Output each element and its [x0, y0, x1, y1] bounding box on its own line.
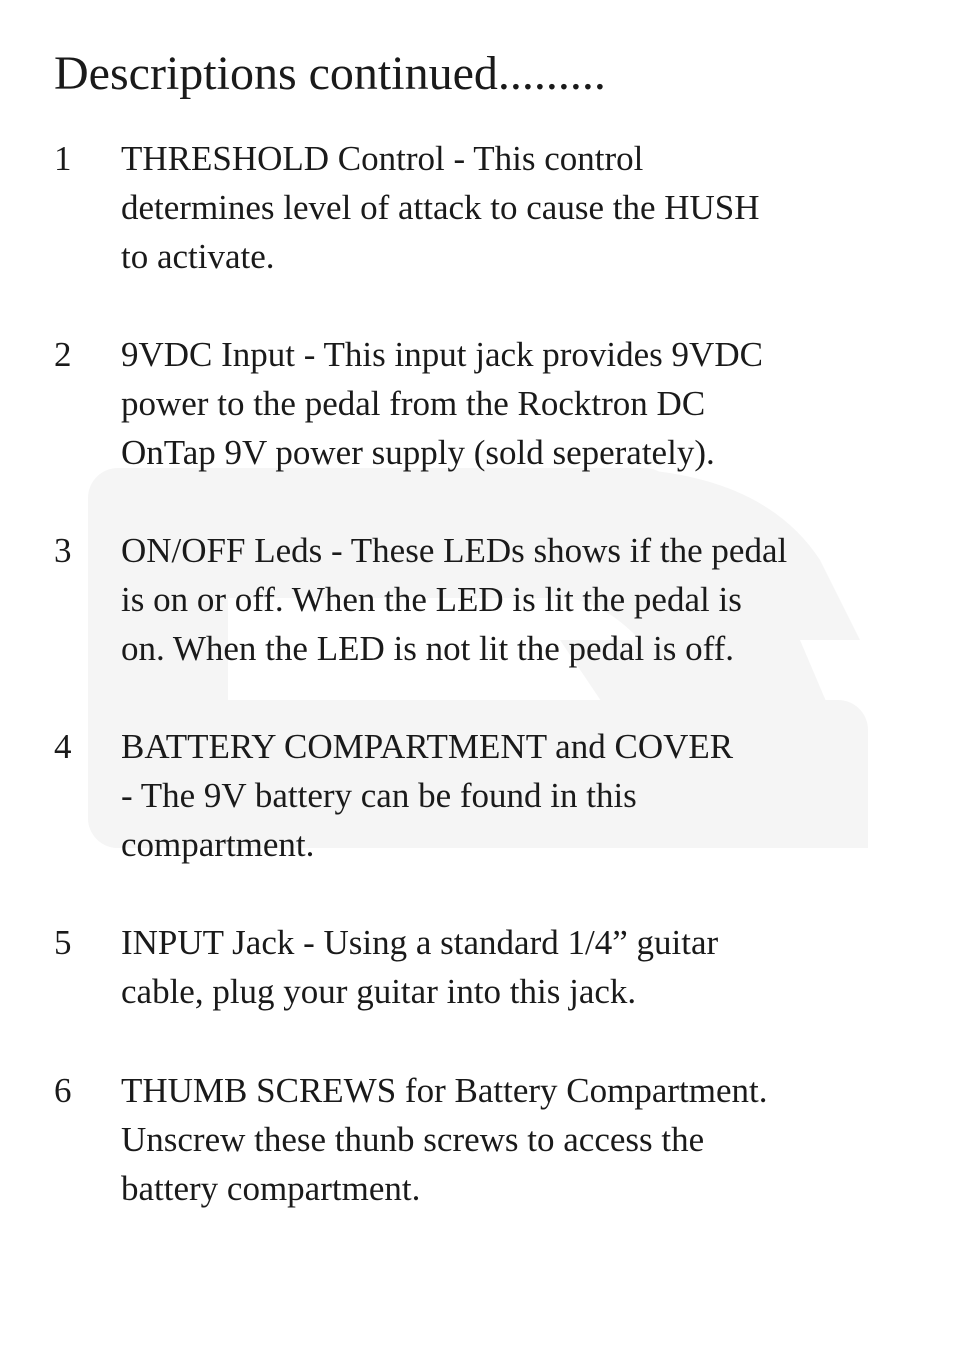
item-number: 1 — [54, 139, 72, 178]
item-number: 2 — [54, 335, 72, 374]
item-number: 3 — [54, 531, 72, 570]
item-description: ON/OFF Leds - These LEDs shows if the pedal is on or off. When the LED is lit the pedal is on. When the LED is not lit the pedal is off. — [121, 531, 788, 668]
page-title: Descriptions continued......... — [54, 47, 606, 100]
item-description: THRESHOLD Control - This control determines level of attack to cause the HUSH to activate. — [121, 139, 760, 276]
item-description: 9VDC Input - This input jack provides 9VDC power to the pedal from the Rocktron DC OnTap 9V power supply (sold seperately). — [121, 335, 763, 472]
item-description: INPUT Jack - Using a standard 1/4” guitar cable, plug your guitar into this jack. — [121, 923, 719, 1011]
item-number: 6 — [54, 1071, 72, 1110]
item-number: 5 — [54, 923, 72, 962]
item-number: 4 — [54, 727, 72, 766]
item-description: BATTERY COMPARTMENT and COVER - The 9V battery can be found in this compartment. — [121, 727, 734, 864]
item-description: THUMB SCREWS for Battery Compartment. Unscrew these thunb screws to access the battery compartment. — [121, 1071, 768, 1208]
